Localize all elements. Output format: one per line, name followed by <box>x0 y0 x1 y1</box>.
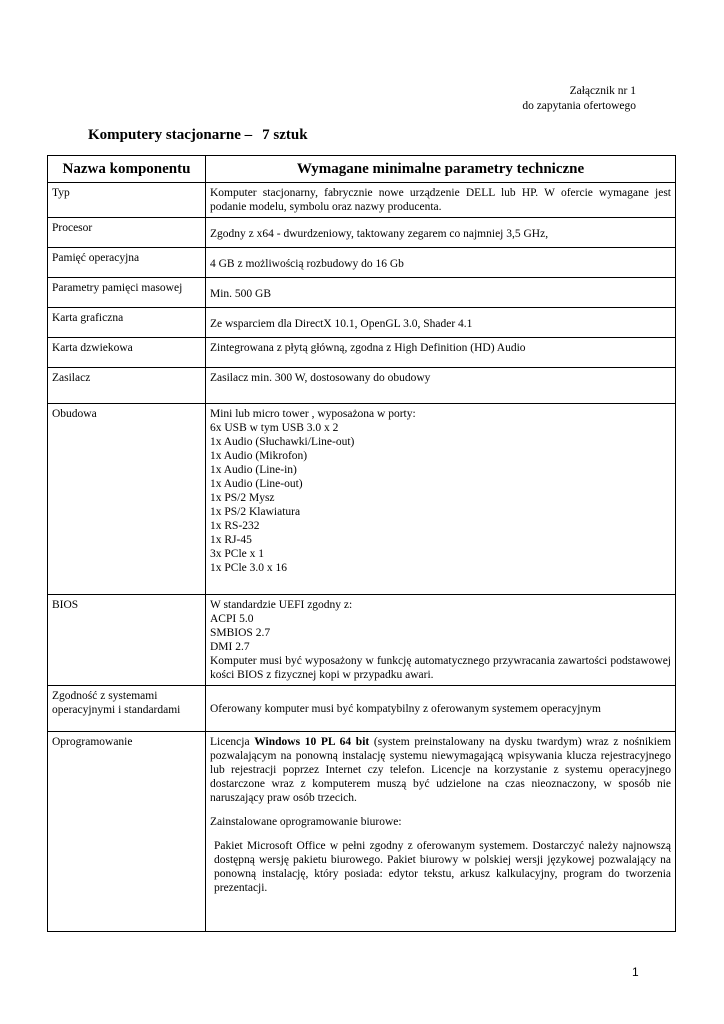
case-line: 1x RJ-45 <box>210 534 252 546</box>
bios-line: DMI 2.7 <box>210 641 250 653</box>
row-name: BIOS <box>48 595 206 686</box>
row-name: Karta graficzna <box>48 308 206 338</box>
row-value-case-ports <box>206 404 676 595</box>
case-line: 1x Audio (Słuchawki/Line-out) <box>210 436 355 448</box>
table-row <box>48 338 676 368</box>
row-value: Zgodny z x64 - dwurdzeniowy, taktowany zegarem co najmniej 3,5 GHz, <box>206 218 676 248</box>
row-value: Ze wsparciem dla DirectX 10.1, OpenGL 3.0, Shader 4.1 <box>206 308 676 338</box>
case-line: 1x PCle 3.0 x 16 <box>210 562 287 574</box>
table-row <box>48 308 676 338</box>
row-value-bios <box>206 595 676 686</box>
row-name: Karta dzwiekowa <box>48 338 206 368</box>
page-number: 1 <box>632 965 639 979</box>
table-row <box>48 732 676 932</box>
license-prefix: Licencja <box>210 736 250 748</box>
row-name: Procesor <box>48 218 206 248</box>
attachment-line-2: do zapytania ofertowego <box>522 100 636 112</box>
row-name: Pamięć operacyjna <box>48 248 206 278</box>
table-row <box>48 248 676 278</box>
case-line: 1x PS/2 Klawiatura <box>210 506 301 518</box>
office-heading: Zainstalowane oprogramowanie biurowe: <box>210 816 402 828</box>
table-row <box>48 368 676 404</box>
case-line: 1x RS-232 <box>210 520 260 532</box>
col-header-component: Nazwa komponentu <box>48 156 206 183</box>
title-text: Komputery stacjonarne – <box>88 127 253 143</box>
table-row <box>48 595 676 686</box>
table-row <box>48 218 676 248</box>
page-title <box>88 127 308 144</box>
row-value: Oferowany komputer musi być kompatybilny z oferowanym systemem operacyjnym <box>206 686 676 732</box>
row-name: Zasilacz <box>48 368 206 404</box>
attachment-header <box>522 84 636 114</box>
table-row <box>48 404 676 595</box>
spec-table <box>47 155 676 932</box>
license-os: Windows 10 PL 64 bit <box>254 736 370 748</box>
row-value: Zasilacz min. 300 W, dostosowany do obudowy <box>206 368 676 404</box>
row-name: Typ <box>48 183 206 218</box>
row-value-software <box>206 732 676 932</box>
table-header-row <box>48 156 676 183</box>
row-value: Zintegrowana z płytą główną, zgodna z High Definition (HD) Audio <box>206 338 676 368</box>
row-name: Obudowa <box>48 404 206 595</box>
table-row <box>48 278 676 308</box>
case-line: 1x PS/2 Mysz <box>210 492 275 504</box>
case-line: 3x PCle x 1 <box>210 548 264 560</box>
row-value: Min. 500 GB <box>206 278 676 308</box>
license-paragraph <box>210 735 671 805</box>
col-header-params: Wymagane minimalne parametry techniczne <box>206 156 676 183</box>
license-rest: (system preinstalowany na dysku twardym) wraz z nośnikiem pozwalającym na ponowną instalację systemu niewymagającą wpisywania klucza rejestracyjnego lub rejestracji poprzez Internet czy telefon. Licencje na korzystanie z systemu operacyjnego dostarczone wraz z komputerem muszą być udzielone na czas nieoznaczony, w sposób nie naruszający praw osób trzecich. <box>210 736 672 804</box>
row-value: Komputer stacjonarny, fabrycznie nowe urządzenie DELL lub HP. W ofercie wymagane jest podanie modelu, symbolu oraz nazwy producenta. <box>206 183 676 218</box>
bios-line: SMBIOS 2.7 <box>210 627 271 639</box>
bios-line: ACPI 5.0 <box>210 613 254 625</box>
case-line: 1x Audio (Line-out) <box>210 478 303 490</box>
row-name: Parametry pamięci masowej <box>48 278 206 308</box>
bios-line: W standardzie UEFI zgodny z: <box>210 599 353 611</box>
bios-paragraph: Komputer musi być wyposażony w funkcję automatycznego przywracania zawartości podstawowej kości BIOS z fizycznej kopi w przypadku awari. <box>210 655 671 681</box>
office-paragraph: Pakiet Microsoft Office w pełni zgodny z oferowanym systemem. Dostarczyć należy najnowszą dostępną wersję pakietu biurowego. Pakiet biurowy w polskiej wersji językowej pozwalający na ponowną instalację, który posiada: edytor tekstu, arkusz kalkulacyjny, program do tworzenia prezentacji. <box>214 840 671 894</box>
table-row <box>48 183 676 218</box>
title-count: 7 sztuk <box>262 127 308 143</box>
case-line: 6x USB w tym USB 3.0 x 2 <box>210 422 339 434</box>
row-value: 4 GB z możliwością rozbudowy do 16 Gb <box>206 248 676 278</box>
attachment-line-1: Załącznik nr 1 <box>569 85 636 97</box>
row-name: Zgodność z systemami operacyjnymi i standardami <box>48 686 206 732</box>
case-line: Mini lub micro tower , wyposażona w porty: <box>210 408 416 420</box>
case-line: 1x Audio (Mikrofon) <box>210 450 308 462</box>
table-row <box>48 686 676 732</box>
row-name: Oprogramowanie <box>48 732 206 932</box>
case-line: 1x Audio (Line-in) <box>210 464 297 476</box>
